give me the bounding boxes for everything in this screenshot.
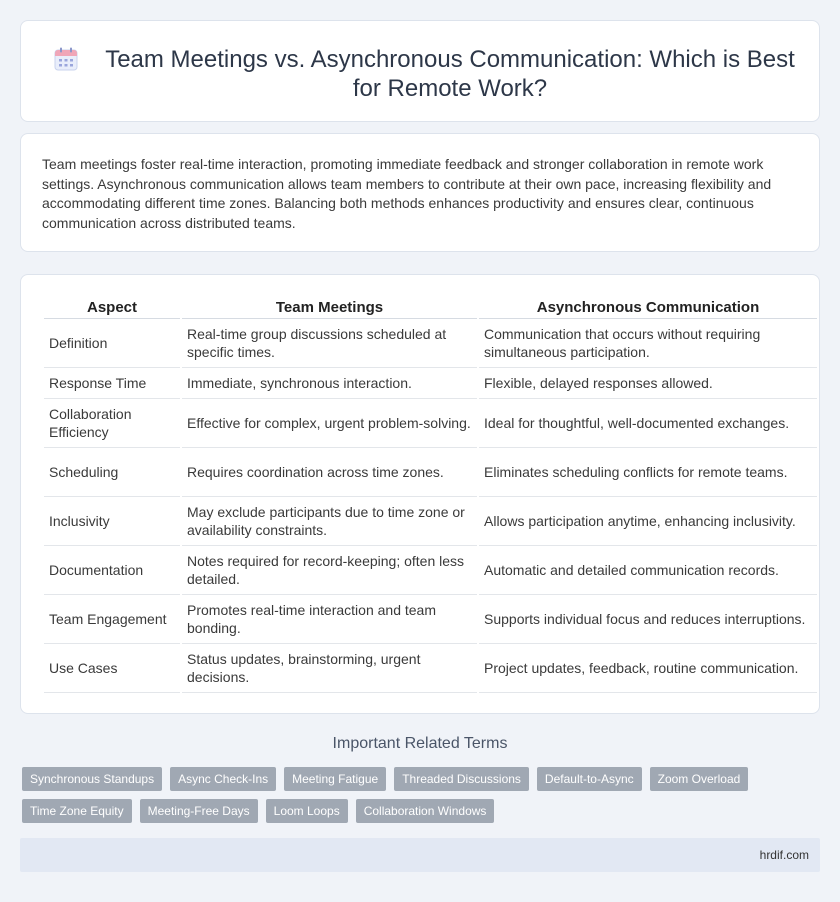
async-cell: Flexible, delayed responses allowed. [479, 368, 817, 399]
related-terms-list [22, 767, 782, 823]
related-terms-heading: Important Related Terms [332, 735, 508, 752]
footer-site-link[interactable]: hrdif.com [759, 848, 809, 862]
footer [20, 838, 820, 872]
tag-threaded-discussions[interactable]: Threaded Discussions [394, 767, 529, 791]
tag-synchronous-standups[interactable]: Synchronous Standups [22, 767, 162, 791]
intro-card [20, 133, 820, 252]
tag-default-to-async[interactable]: Default-to-Async [537, 767, 642, 791]
meetings-cell: Notes required for record-keeping; often less detailed. [182, 546, 477, 595]
table-row [44, 546, 817, 595]
async-cell: Supports individual focus and reduces interruptions. [479, 595, 817, 644]
meetings-cell: Effective for complex, urgent problem-solving. [182, 399, 477, 448]
table-row [44, 368, 817, 399]
comparison-table-card [20, 274, 820, 714]
intro-paragraph: Team meetings foster real-time interaction, promoting immediate feedback and stronger collaboration in remote work settings. Asynchronous communication allows team members to contribute at their own pace, increasing flexibility and accommodating different time zones. Balancing both methods enhances productivity and ensures clear, continuous communication across distributed teams. [42, 156, 772, 231]
meetings-cell: Status updates, brainstorming, urgent decisions. [182, 644, 477, 693]
async-cell: Communication that occurs without requiring simultaneous participation. [479, 319, 817, 368]
page-title: Team Meetings vs. Asynchronous Communication: Which is Best for Remote Work? [105, 46, 795, 102]
tag-time-zone-equity[interactable]: Time Zone Equity [22, 799, 132, 823]
header-async-communication: Asynchronous Communication [479, 297, 817, 319]
async-cell: Project updates, feedback, routine communication. [479, 644, 817, 693]
async-cell: Ideal for thoughtful, well-documented exchanges. [479, 399, 817, 448]
table-row [44, 319, 817, 368]
aspect-cell: Collaboration Efficiency [44, 399, 180, 448]
tag-meeting-fatigue[interactable]: Meeting Fatigue [284, 767, 386, 791]
header-team-meetings: Team Meetings [182, 297, 477, 319]
meetings-cell: May exclude participants due to time zone or availability constraints. [182, 497, 477, 546]
tag-collaboration-windows[interactable]: Collaboration Windows [356, 799, 495, 823]
aspect-cell: Use Cases [44, 644, 180, 693]
comparison-table [42, 297, 819, 693]
table-row [44, 399, 817, 448]
aspect-cell: Documentation [44, 546, 180, 595]
header-aspect: Aspect [44, 297, 180, 319]
async-cell: Eliminates scheduling conflicts for remote teams. [479, 448, 817, 497]
async-cell: Automatic and detailed communication records. [479, 546, 817, 595]
tag-loom-loops[interactable]: Loom Loops [266, 799, 348, 823]
meetings-cell: Requires coordination across time zones. [182, 448, 477, 497]
table-row [44, 644, 817, 693]
table-row [44, 497, 817, 546]
table-row [44, 448, 817, 497]
aspect-cell: Response Time [44, 368, 180, 399]
aspect-cell: Team Engagement [44, 595, 180, 644]
aspect-cell: Inclusivity [44, 497, 180, 546]
title-wrap [61, 45, 799, 103]
table-row [44, 595, 817, 644]
tag-async-check-ins[interactable]: Async Check-Ins [170, 767, 276, 791]
tag-meeting-free-days[interactable]: Meeting-Free Days [140, 799, 258, 823]
meetings-cell: Real-time group discussions scheduled at specific times. [182, 319, 477, 368]
meetings-cell: Immediate, synchronous interaction. [182, 368, 477, 399]
tag-zoom-overload[interactable]: Zoom Overload [650, 767, 749, 791]
table-header-row [44, 297, 817, 319]
title-card [20, 20, 820, 122]
aspect-cell: Definition [44, 319, 180, 368]
meetings-cell: Promotes real-time interaction and team bonding. [182, 595, 477, 644]
aspect-cell: Scheduling [44, 448, 180, 497]
async-cell: Allows participation anytime, enhancing inclusivity. [479, 497, 817, 546]
